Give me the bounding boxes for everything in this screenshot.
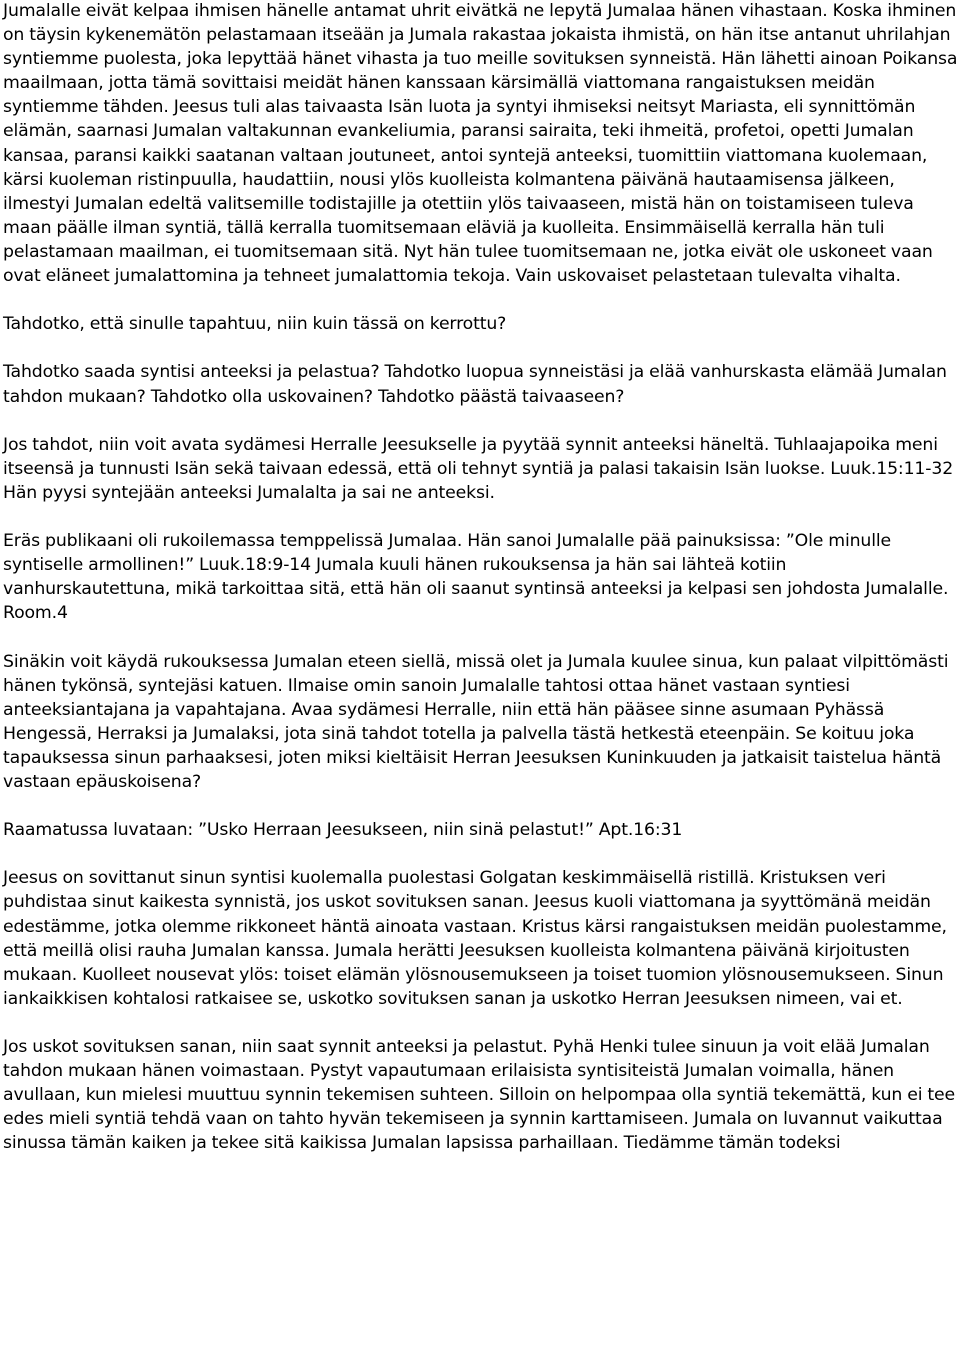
paragraph-question: Tahdotko, että sinulle tapahtuu, niin kuin tässä on kerrottu? <box>3 314 507 335</box>
paragraph-forgiveness: Jos uskot sovituksen sanan, niin saat synnit anteeksi ja pelastut. Pyhä Henki tulee sinuun ja voit elää Jumalan tahdon mukaan hänen voimastaan. Pystyt vapautumaan erilaisista syntisiteistä Jumalan voimalla, hänen avullaan, kun mielesi muuttuu synnin tekemisen suhteen. Silloin on helpompaa olla syntiä tekemättä, kun ei tee edes mieli syntiä tehdä vaan on tahto hyvän tekemiseen ja synnin karttamiseen. Jumala on luvannut vaikuttaa sinussa tämän kaiken ja tekee sitä kaikissa Jumalan lapsissa parhaillaan. Tiedämme tämän todeksi <box>3 1037 956 1154</box>
paragraph-publican: Eräs publikaani oli rukoilemassa temppelissä Jumalaa. Hän sanoi Jumalalle pää painuksissa: ”Ole minulle syntiselle armollinen!” Luuk.18:9-14 Jumala kuuli hänen rukouksensa ja hän sai lähteä kotiin vanhurskautettuna, mikä tarkoittaa sitä, että hän oli saanut syntinsä anteeksi ja kelpasi sen johdosta Jumalalle. Room.4 <box>3 531 949 624</box>
paragraph-atonement: Jeesus on sovittanut sinun syntisi kuolemalla puolestasi Golgatan keskimmäisellä ristillä. Kristuksen veri puhdistaa sinut kaikesta synnistä, jos uskot sovituksen sanan. Jeesus kuoli viattomana ja syyttömänä meidän edestämme, jotka olemme rikkoneet häntä ainoata vastaan. Kristus kärsi rangaistuksen meidän puolestamme, että meillä olisi rauha Jumalan kanssa. Jumala herätti Jeesuksen kuolleista kolmantena päivänä kirjoitusten mukaan. Kuolleet nousevat ylös: toiset elämän ylösnousemukseen ja toiset tuomion ylösnousemukseen. Sinun iankaikkisen kohtalosi ratkaisee se, uskotko sovituksen sanan ja uskotko Herran Jeesuksen nimeen, vai et. <box>3 868 947 1009</box>
paragraph-prayer: Sinäkin voit käydä rukouksessa Jumalan eteen siellä, missä olet ja Jumala kuulee sinua, kun palaat vilpittömästi hänen tykönsä, syntejäsi katuen. Ilmaise omin sanoin Jumalalle tahtosi ottaa hänet vastaan syntiesi anteeksiantajana ja vapahtajana. Avaa sydämesi Herralle, niin että hän pääsee sinne asumaan Pyhässä Hengessä, Herraksi ja Jumalaksi, jota sinä tahdot totella ja palvella tästä hetkestä eteenpäin. Se koituu joka tapauksessa sinun parhaaksesi, joten miksi kieltäisit Herran Jeesuksen Kuninkuuden ja jatkaisit taistelua häntä vastaan epäuskoisena? <box>3 651 949 792</box>
paragraph-sacrifice: Jumalalle eivät kelpaa ihmisen hänelle antamat uhrit eivätkä ne lepytä Jumalaa hänen vihastaan. Koska ihminen on täysin kykenemätön pelastamaan itseään ja Jumala rakastaa jokaista ihmistä, on hän itse antanut uhrilahjan syntiemme puolesta, joka lepyttää hänet vihasta ja tuo meille sovituksen synneistä. Hän lähetti ainoan Poikansa maailmaan, jotta tämä sovittaisi meidät hänen kanssaan kärsimällä viattomana rangaistuksen meidän syntiemme tähden. Jeesus tuli alas taivaasta Isän luota ja syntyi ihmiseksi neitsyt Mariasta, eli synnittömän elämän, saarnasi Jumalan valtakunnan evankeliumia, paransi sairaita, teki ihmeitä, profetoi, opetti Jumalan kansaa, paransi kaikki saatanan valtaan joutuneet, antoi syntejä anteeksi, tuomittiin viattomana kuolemaan, kärsi kuoleman ristinpuulla, haudattiin, nousi ylös kuolleista kolmantena päivänä hautaamisensa jälkeen, ilmestyi Jumalan edeltä valitsemille todistajille ja otettiin ylös taivaaseen, mistä hän on toistamiseen tuleva maan päälle ilman syntiä, tällä kerralla tuomitsemaan eläviä ja kuolleita. Ensimmäisellä kerralla hän tuli pelastamaan maailman, ei tuomitsemaan sitä. Nyt hän tulee tuomitsemaan ne, jotka eivät ole uskoneet vaan ovat eläneet jumalattomina ja tehneet jumalattomia tekoja. Vain uskovaiset pelastetaan tulevalta vihalta. <box>3 1 958 287</box>
paragraph-promise: Raamatussa luvataan: ”Usko Herraan Jeesukseen, niin sinä pelastut!” Apt.16:31 <box>3 820 683 841</box>
paragraph-prodigal-son: Jos tahdot, niin voit avata sydämesi Herralle Jeesukselle ja pyytää synnit anteeksi häneltä. Tuhlaajapoika meni itseensä ja tunnusti Isän sekä taivaan edessä, että oli tehnyt syntiä ja palasi takaisin Isän luokse. Luuk.15:11-32 Hän pyysi syntejään anteeksi Jumalalta ja sai ne anteeksi. <box>3 434 954 503</box>
paragraph-do-you-want: Tahdotko saada syntisi anteeksi ja pelastua? Tahdotko luopua synneistäsi ja elää vanhurskasta elämää Jumalan tahdon mukaan? Tahdotko olla uskovainen? Tahdotko päästä taivaaseen? <box>3 362 947 407</box>
document-body <box>3 0 958 1156</box>
